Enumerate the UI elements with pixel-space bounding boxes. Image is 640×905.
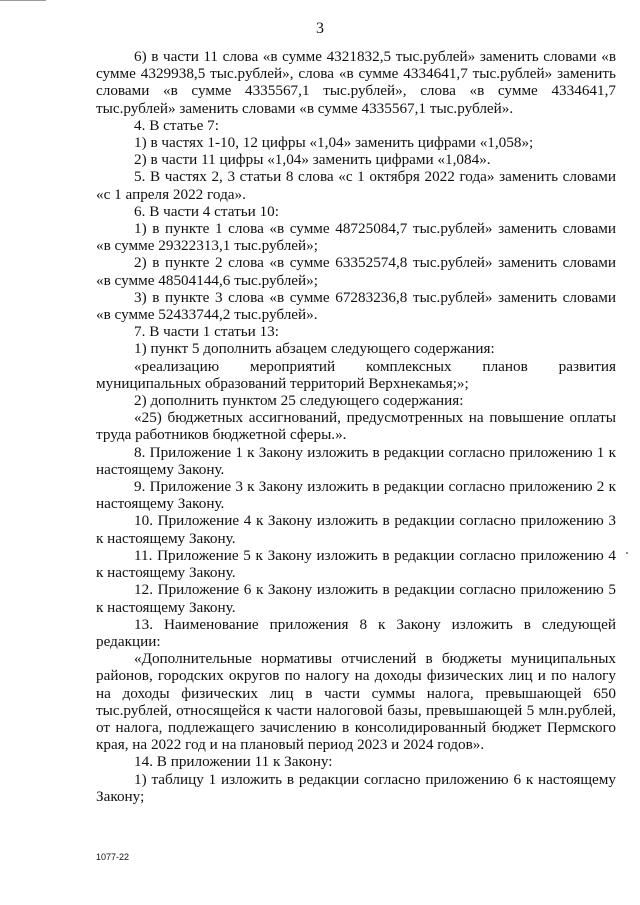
page-number: 3: [316, 20, 324, 37]
paragraph-article-13-quote-1: «реализацию мероприятий комплексных планов развития муниципальных образований территорий Верхнекамья;»;: [96, 357, 616, 392]
paragraph-article-13-item-2: 2) дополнить пунктом 25 следующего содержания:: [134, 392, 464, 410]
document-code: 1077-22: [96, 852, 130, 862]
paragraph-article-10-item-1: 1) в пункте 1 слова «в сумме 48725084,7 тыс.рублей» заменить словами «в сумме 29322313,1 тыс.рублей»;: [96, 220, 616, 255]
paragraph-article-13-quote-2: «25) бюджетных ассигнований, предусмотренных на повышение оплаты труда работников бюджетной сферы.».: [96, 409, 616, 444]
paragraph-article-7-item-2: 2) в части 11 цифры «1,04» заменить цифрами «1,084».: [134, 151, 491, 169]
scan-speck: [626, 552, 628, 554]
paragraph-article-8: 5. В частях 2, 3 статьи 8 слова «с 1 октября 2022 года» заменить словами «с 1 апреля 2022 года».: [96, 168, 616, 203]
scan-corner-mark: [0, 0, 46, 1]
paragraph-article-13-item-1: 1) пункт 5 дополнить абзацем следующего содержания:: [134, 340, 495, 358]
paragraph-item-11: 11. Приложение 5 к Закону изложить в редакции согласно приложению 4 к настоящему Закону.: [96, 546, 616, 582]
paragraph-article-13: 7. В части 1 статьи 13:: [134, 323, 279, 341]
paragraph-item-9: 9. Приложение 3 к Закону изложить в редакции согласно приложению 2 к настоящему Закону.: [96, 478, 616, 513]
paragraph-article-7: 4. В статье 7:: [134, 116, 219, 134]
document-body: [96, 48, 616, 805]
paragraph-item-13: 13. Наименование приложения 8 к Закону изложить в следующей редакции:: [96, 615, 616, 650]
paragraph-item-14: 14. В приложении 11 к Закону:: [134, 753, 333, 771]
paragraph-article-10-item-2: 2) в пункте 2 слова «в сумме 63352574,8 тыс.рублей» заменить словами «в сумме 48504144,6 тыс.рублей»;: [96, 254, 616, 289]
paragraph-article-10-item-3: 3) в пункте 3 слова «в сумме 67283236,8 тыс.рублей» заменить словами «в сумме 52433744,2 тыс.рублей».: [96, 288, 616, 324]
paragraph-item-13-quote: «Дополнительные нормативы отчислений в бюджеты муниципальных районов, городских округов по налогу на доходы физических лиц и по налогу на доходы физических лиц в части суммы налога, превышающей 650 тыс.рублей, относящейся к части налоговой базы, превышающей 5 млн.рублей, от налога, подлежащего зачислению в консолидированный бюджет Пермского края, на 2022 год и на плановый период 2023 и 2024 годов».: [96, 650, 616, 754]
paragraph-item-10: 10. Приложение 4 к Закону изложить в редакции согласно приложению 3 к настоящему Закону.: [96, 512, 616, 547]
paragraph-6-part-11: 6) в части 11 слова «в сумме 4321832,5 тыс.рублей» заменить словами «в сумме 4329938,5 тыс.рублей», слова «в сумме 4334641,7 тыс.рублей» заменить словами «в сумме 4335567,1 тыс.рублей», слова «в сумме 4334641,7 тыс.рублей» заменить словами «в сумме 4335567,1 тыс.рублей».: [96, 48, 616, 117]
paragraph-item-12: 12. Приложение 6 к Закону изложить в редакции согласно приложению 5 к настоящему Закону.: [96, 581, 616, 616]
paragraph-article-10: 6. В части 4 статьи 10:: [134, 202, 279, 220]
paragraph-item-14-item-1: 1) таблицу 1 изложить в редакции согласно приложению 6 к настоящему Закону;: [96, 770, 616, 805]
paragraph-article-7-item-1: 1) в частях 1-10, 12 цифры «1,04» заменить цифрами «1,058»;: [134, 134, 534, 152]
paragraph-item-8: 8. Приложение 1 к Закону изложить в редакции согласно приложению 1 к настоящему Закону.: [96, 443, 616, 478]
